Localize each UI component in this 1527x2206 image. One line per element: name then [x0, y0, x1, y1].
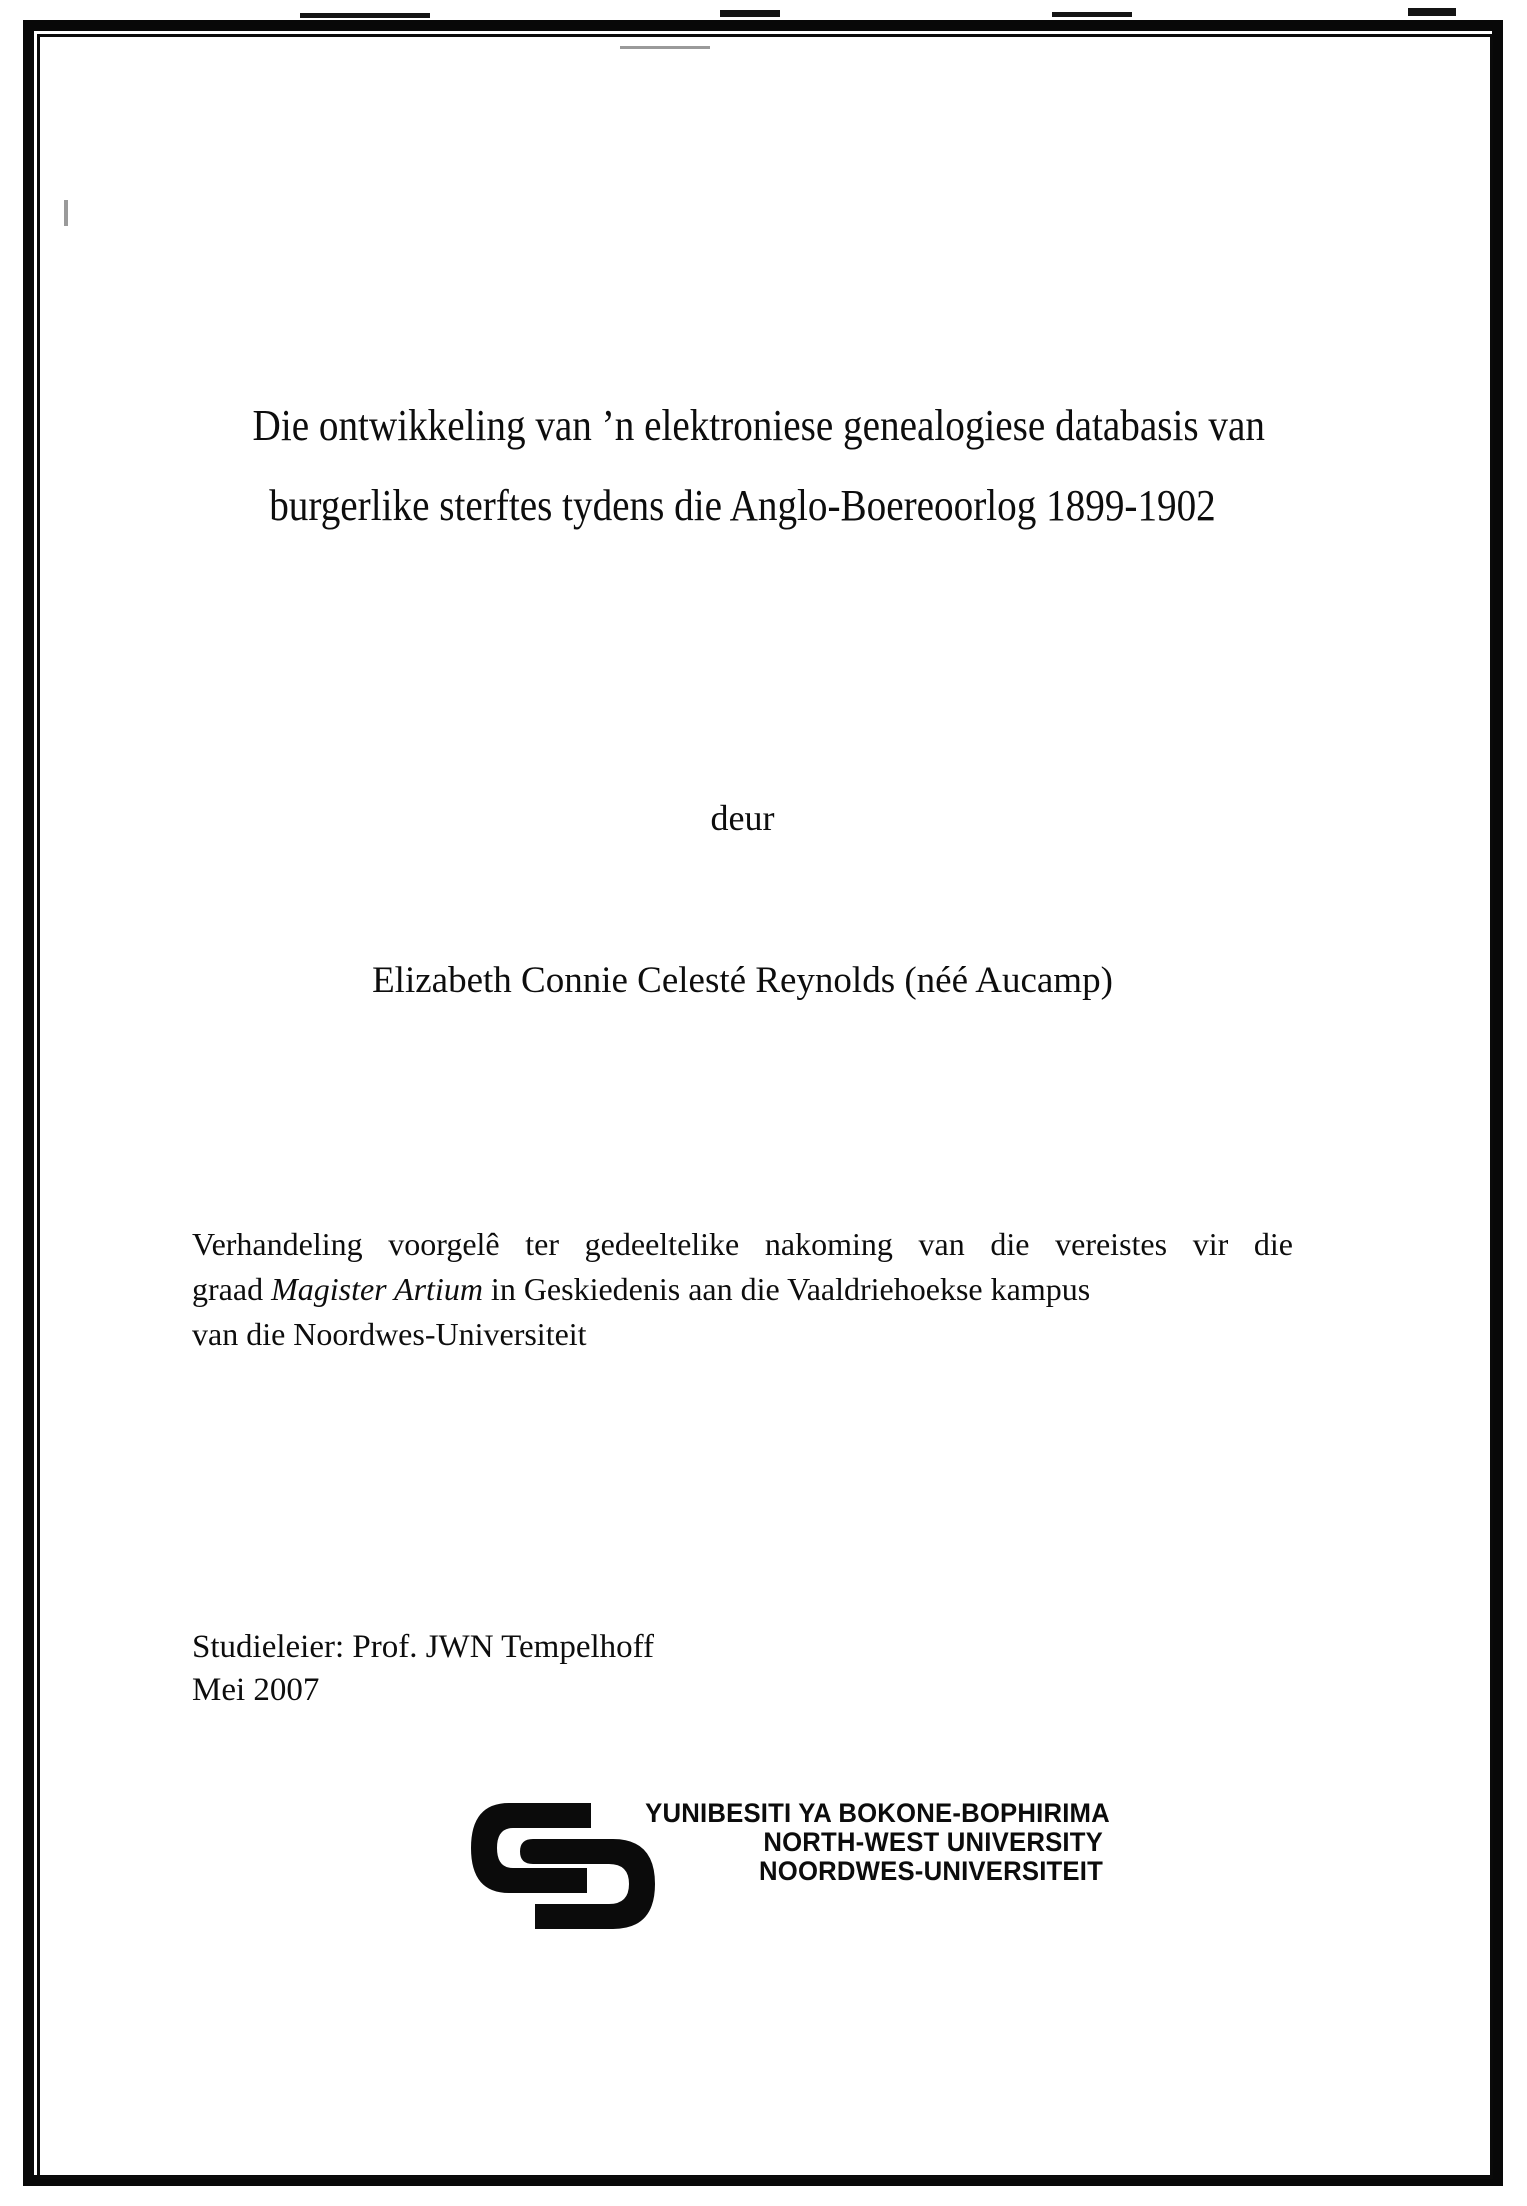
logo-text-afrikaans: NOORDWES-UNIVERSITEIT — [759, 1856, 1103, 1886]
university-logo — [463, 1798, 1110, 1934]
thesis-title-line-2: burgerlike sterftes tydens die Anglo-Boereoorlog 1899-1902 — [269, 481, 1216, 530]
supervisor-line: Studieleier: Prof. JWN Tempelhoff — [192, 1629, 655, 1665]
byline: deur — [710, 798, 775, 838]
degree-name-italic: Magister Artium — [271, 1271, 483, 1307]
nwu-interlocking-links-icon — [463, 1801, 663, 1931]
degree-statement-line-2 — [192, 1267, 1293, 1312]
university-logo-text — [645, 1798, 1110, 1886]
scan-artifact — [1052, 12, 1132, 17]
scan-artifact — [1408, 8, 1456, 16]
scan-artifact — [720, 10, 780, 17]
logo-text-english: NORTH-WEST UNIVERSITY — [763, 1827, 1103, 1857]
scan-artifact — [300, 13, 430, 18]
date-line: Mei 2007 — [192, 1672, 320, 1708]
degree-statement-line-3: van die Noordwes-Universiteit — [192, 1316, 587, 1352]
statement-text: graad — [192, 1271, 272, 1307]
statement-text: in Geskiedenis aan die Vaaldriehoekse kampus — [482, 1271, 1091, 1307]
thesis-title — [252, 386, 1265, 546]
supervisor-block — [192, 1626, 1293, 1712]
degree-statement-line-1: Verhandeling voorgelê ter gedeeltelike nakoming van die vereistes vir die — [192, 1226, 1293, 1262]
logo-text-setswana: YUNIBESITI YA BOKONE-BOPHIRIMA — [645, 1798, 1110, 1828]
thesis-title-line-1: Die ontwikkeling van ’n elektroniese genealogiese databasis van — [252, 401, 1265, 450]
author-name: Elizabeth Connie Celesté Reynolds (néé Aucamp) — [372, 960, 1113, 1001]
degree-statement — [192, 1222, 1293, 1357]
